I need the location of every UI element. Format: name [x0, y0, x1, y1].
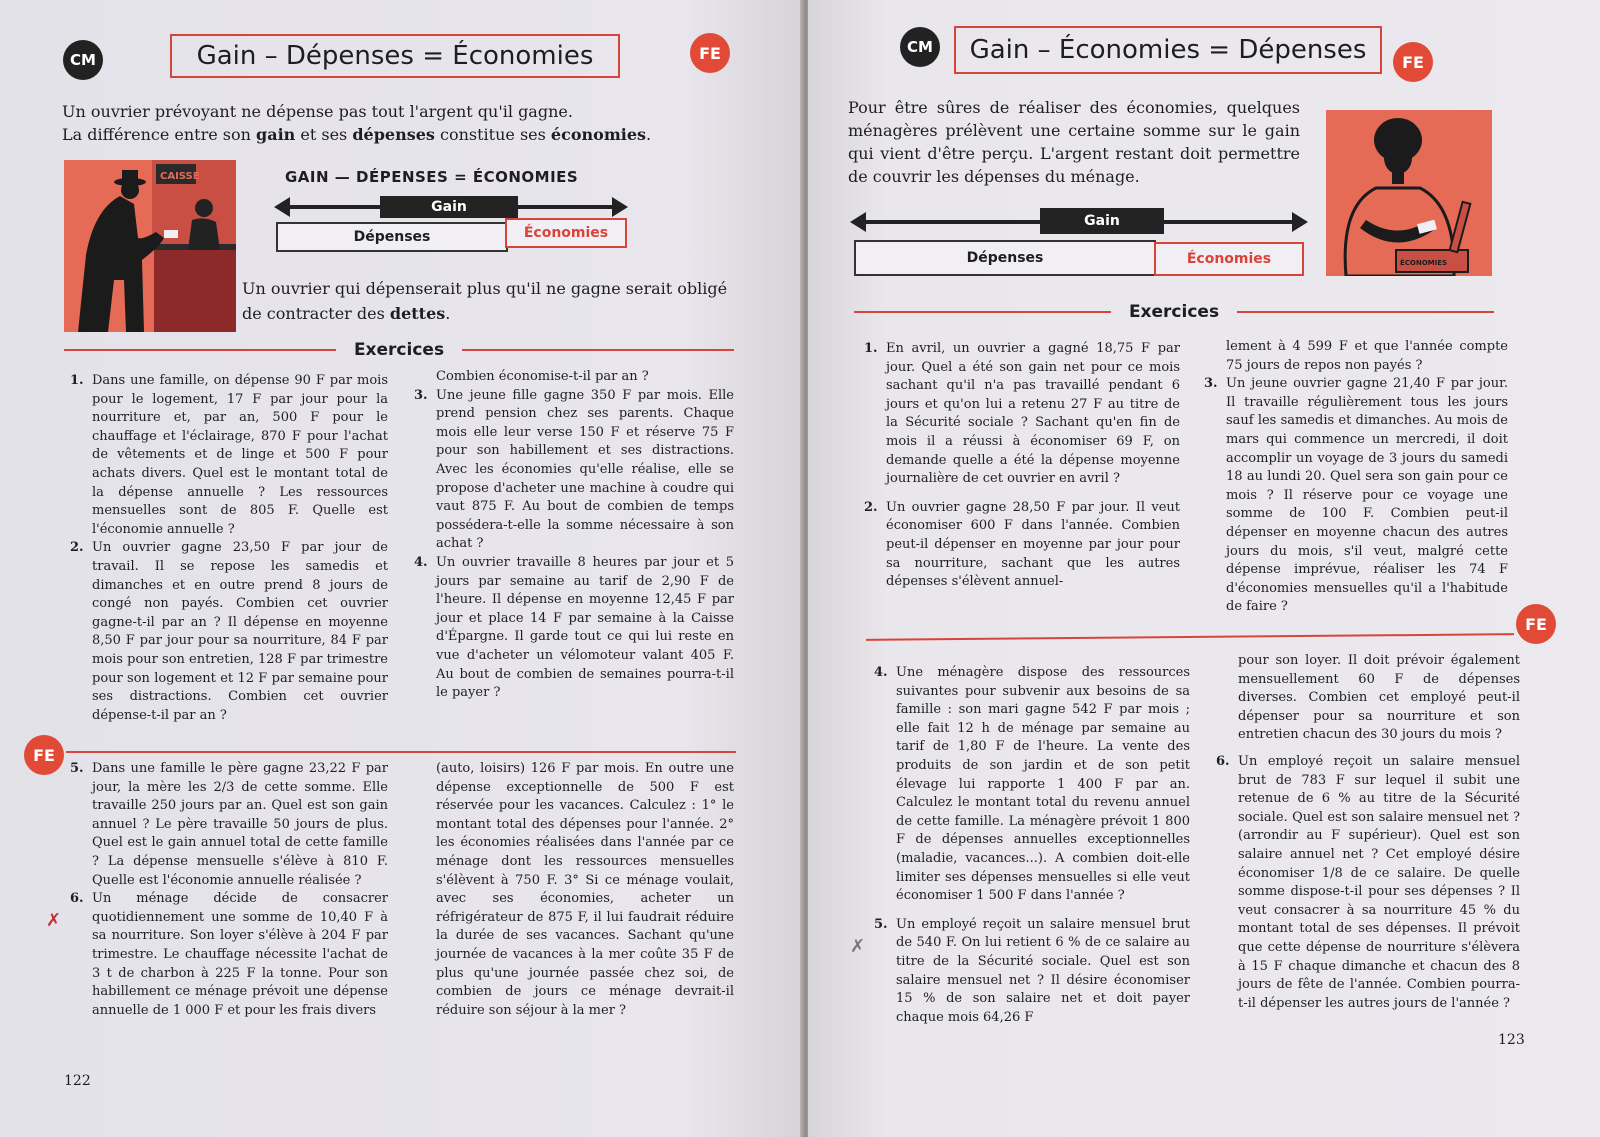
intro-line-2: La différence entre son gain et ses dépenses constitue ses économies.	[62, 125, 652, 144]
page-number: 122	[64, 1073, 91, 1089]
exercise-item: 6. Un ménage décide de consacrer quotidiennement une somme de 10,40 F à sa nourriture. Son loyer s'élève à 204 F par trimestre. Le chauffage nécessite l'achat de 3 t de charbon à 225 F la tonne. Pour son habillement ce ménage prévoit une dépense annuelle de 1 000 F et pour les frais divers	[70, 891, 388, 1018]
worker-at-cashier-icon	[64, 160, 236, 332]
exercise-column-right-top	[1204, 338, 1508, 617]
exercise-column-right-top	[414, 368, 734, 703]
exercise-item: Combien économise-t-il par an ?	[436, 369, 649, 384]
depenses-box: Dépenses	[276, 222, 508, 252]
debt-paragraph: Un ouvrier qui dépenserait plus qu'il ne gagne serait obligé de contracter des dettes.	[242, 279, 728, 323]
cm-badge: CM	[900, 27, 940, 67]
gain-label: Gain	[380, 196, 518, 218]
section-separator	[866, 633, 1514, 641]
gain-label: Gain	[1040, 208, 1164, 234]
equation-heading: GAIN — DÉPENSES = ÉCONOMIES	[285, 168, 579, 186]
exercise-item: 5. Un employé reçoit un salaire mensuel brut de 540 F. On lui retient 6 % de ce salaire au titre de la Sécurité sociale. Quel est son salaire mensuel net ? Il désire économiser 15 % de son salaire net et doit payer chaque mois 64,26 F	[874, 916, 1190, 1025]
economies-box: Économies	[505, 218, 627, 248]
exercise-item: 5. Dans une famille le père gagne 23,22 F par jour, la mère les 2/3 de cette somme. Elle travaille 250 jours par an. Quel est son gain annuel ? Le père travaille 50 jours de plus. Quel est le gain annuel total de cette famille ? La dépense mensuelle s'élève à 810 F. Quelle est l'économie annuelle réalisée ?	[70, 761, 388, 888]
exercises-header	[64, 340, 734, 360]
section-separator	[66, 751, 736, 753]
depenses-box: Dépenses	[854, 240, 1156, 276]
exercise-item: 4. Un ouvrier travaille 8 heures par jour et 5 jours par semaine au tarif de 2,90 F de l'heure. Il dépense en moyenne 12,45 F par jour et place 14 F par semaine à la Caisse d'Épargne. Il garde tout ce qui lui reste en vue d'acheter un vélomoteur valant 405 F. Au bout de combien de semaines pourra-t-il le payer ?	[414, 554, 734, 701]
exercise-item: 4. Une ménagère dispose des ressources suivantes pour subvenir aux besoins de sa famille : son mari gagne 542 F par mois ; elle fait 12 h de ménage par semaine au tarif de 1,80 F de l'heure. La vente des produits de son jardin et de son petit élevage lui rapporte 1 400 F par an. Calculez le montant total du revenu annuel de cette famille. La ménagère prévoit 1 800 F de dépenses annuelles exceptionnelles (maladie, vacances...). A combien doit-elle limiter ses dépenses mensuelles si elle veut économiser 1 500 F dans l'année ?	[874, 665, 1190, 904]
fe-section-badge: FE	[1516, 604, 1556, 644]
exercise-column-right-bottom	[414, 760, 734, 1020]
housewife-illustration	[1326, 110, 1492, 276]
caisse-sign: CAISSE	[160, 171, 200, 182]
page-title: Gain – Dépenses = Économies	[170, 34, 620, 78]
exercise-item: 2. Un ouvrier gagne 23,50 F par jour de travail. Il se repose les samedis et dimanches et en outre prend 8 jours de congé non payés. Combien cet ouvrier gagne-t-il par an ? Il dépense en moyenne 8,50 F par jour pour sa nourriture, 84 F par mois pour son entretien, 128 F par trimestre pour son logement et 12 F par semaine pour ses distractions. Combien cet ouvrier dépense-t-il par an ?	[70, 540, 388, 723]
exercises-header	[854, 302, 1494, 322]
worker-illustration	[64, 160, 236, 332]
economies-box: Économies	[1154, 242, 1304, 276]
exercises-title: Exercices	[353, 340, 445, 360]
exercise-item: 2. Un ouvrier gagne 28,50 F par jour. Il veut économiser 600 F dans l'année. Combien peut-il dépenser en moyenne par jour pour sa nourriture, sachant que les autres dépenses s'élèvent annuel-	[864, 499, 1180, 590]
fe-badge: FE	[1393, 42, 1433, 82]
page-123	[808, 0, 1600, 1137]
intro-line-1: Un ouvrier prévoyant ne dépense pas tout l'argent qu'il gagne.	[62, 102, 573, 121]
intro-text: Pour être sûres de réaliser des économies, quelques ménagères prélèvent une certaine somme sur le gain qui vient d'être perçu. L'argent restant doit permettre de couvrir les dépenses du ménage.	[848, 98, 1300, 186]
exercise-item: (auto, loisirs) 126 F par mois. En outre une dépense exceptionnelle de 500 F est réservée pour les vacances. Calculez : 1° le montant total des dépenses pour l'année. 2° les économies réalisées dans l'année par ce ménage dont les ressources mensuelles s'élèvent à 750 F. 3° Si ce ménage voulait, avec ses économies, acheter un réfrigérateur de 875 F, il lui faudrait réduire la durée de ses vacances. Sachant qu'une journée de vacances à la mer coûte 35 F de plus qu'une journée passée chez soi, de combien de jours ce ménage devrait-il réduire son séjour à la mer ?	[436, 761, 734, 1018]
cm-badge: CM	[63, 40, 103, 80]
pencil-cross-mark: ✗	[850, 936, 866, 957]
economies-box-label: ÉCONOMIES	[1400, 259, 1448, 267]
exercise-item: pour son loyer. Il doit prévoir également mensuellement 60 F de dépenses diverses. Combien cet employé peut-il dépenser pour sa nourriture et son entretien chacun des 30 jours du mois ?	[1238, 653, 1520, 743]
page-number: 123	[1498, 1032, 1525, 1048]
exercise-item: lement à 4 599 F et que l'année compte 75 jours de repos non payés ?	[1226, 339, 1508, 373]
exercise-column-left-top	[70, 372, 388, 725]
woman-saving-icon	[1326, 110, 1492, 276]
exercise-item: 3. Un jeune ouvrier gagne 21,40 F par jour. Il travaille régulièrement tous les jours sauf les samedis et dimanches. Au mois de mars qui commence un mercredi, il doit accomplir un voyage de 3 jours du samedi 18 au lundi 20. Quel sera son gain pour ce mois ? Il réserve pour ce voyage une somme de 100 F. Combien peut-il dépenser en moyenne chacun des autres jours du mois, s'il veut, malgré cette dépense imprévue, réaliser les 74 F d'économies mensuelles qu'il a l'habitude de faire ?	[1204, 376, 1508, 615]
exercise-item: 3. Une jeune fille gagne 350 F par mois. Elle prend pension chez ses parents. Chaque mois elle leur verse 150 F et réserve 75 F pour son habillement et ses distractions. Avec les économies qu'elle réalise, elle se propose d'acheter une machine à coudre qui vaut 875 F. Au bout de combien de temps possédera-t-elle la somme nécessaire à son achat ?	[414, 387, 734, 552]
pencil-cross-mark: ✗	[46, 910, 62, 931]
exercise-column-left-bottom	[874, 664, 1190, 1027]
exercise-column-left-bottom	[70, 760, 388, 1020]
fe-section-badge: FE	[24, 735, 64, 775]
exercise-column-right-bottom	[1216, 652, 1520, 1013]
intro-text	[62, 100, 762, 146]
exercise-item: 1. Dans une famille, on dépense 90 F par mois pour le logement, 17 F par jour pour la nourriture et, par an, 500 F pour le chauffage et l'éclairage, 870 F pour l'achat de vêtements et de linge et 500 F pour achats divers. Quel est le montant total de la dépense annuelle ? Les ressources mensuelles sont de 805 F. Quelle est l'économie annuelle ?	[70, 373, 388, 537]
fe-badge: FE	[690, 33, 730, 73]
exercise-column-left-top	[864, 340, 1180, 592]
exercise-item: 6. Un employé reçoit un salaire mensuel brut de 783 F sur lequel il subit une retenue de 6 % au titre de la Sécurité sociale. Quel est son salaire mensuel net ? (arrondir au F supérieur). Quel est son salaire annuel net ? Cet employé désire économiser 1/8 de ce salaire. De quelle somme dispose-t-il pour ses dépenses ? Il veut consacrer à sa nourriture 45 % du montant total de ses dépenses. Il prévoit que cette dépense de nourriture s'élèvera à 15 F chaque dimanche et chacun des 8 jours de fête de l'année. Combien pourra-t-il dépenser les autres jours de l'année ?	[1216, 753, 1520, 1011]
exercises-title: Exercices	[1128, 302, 1220, 322]
exercise-item: 1. En avril, un ouvrier a gagné 18,75 F par jour. Quel a été son gain net pour ce mois sachant qu'il n'a pas travaillé pendant 6 jours et qu'on lui a retenu 27 F au titre de la Sécurité sociale ? Sachant qu'en fin de mois il a réussi à économiser 69 F, on demande quelle a été la dépense moyenne journalière de cet ouvrier en avril ?	[864, 341, 1180, 487]
page-title: Gain – Économies = Dépenses	[954, 26, 1382, 74]
